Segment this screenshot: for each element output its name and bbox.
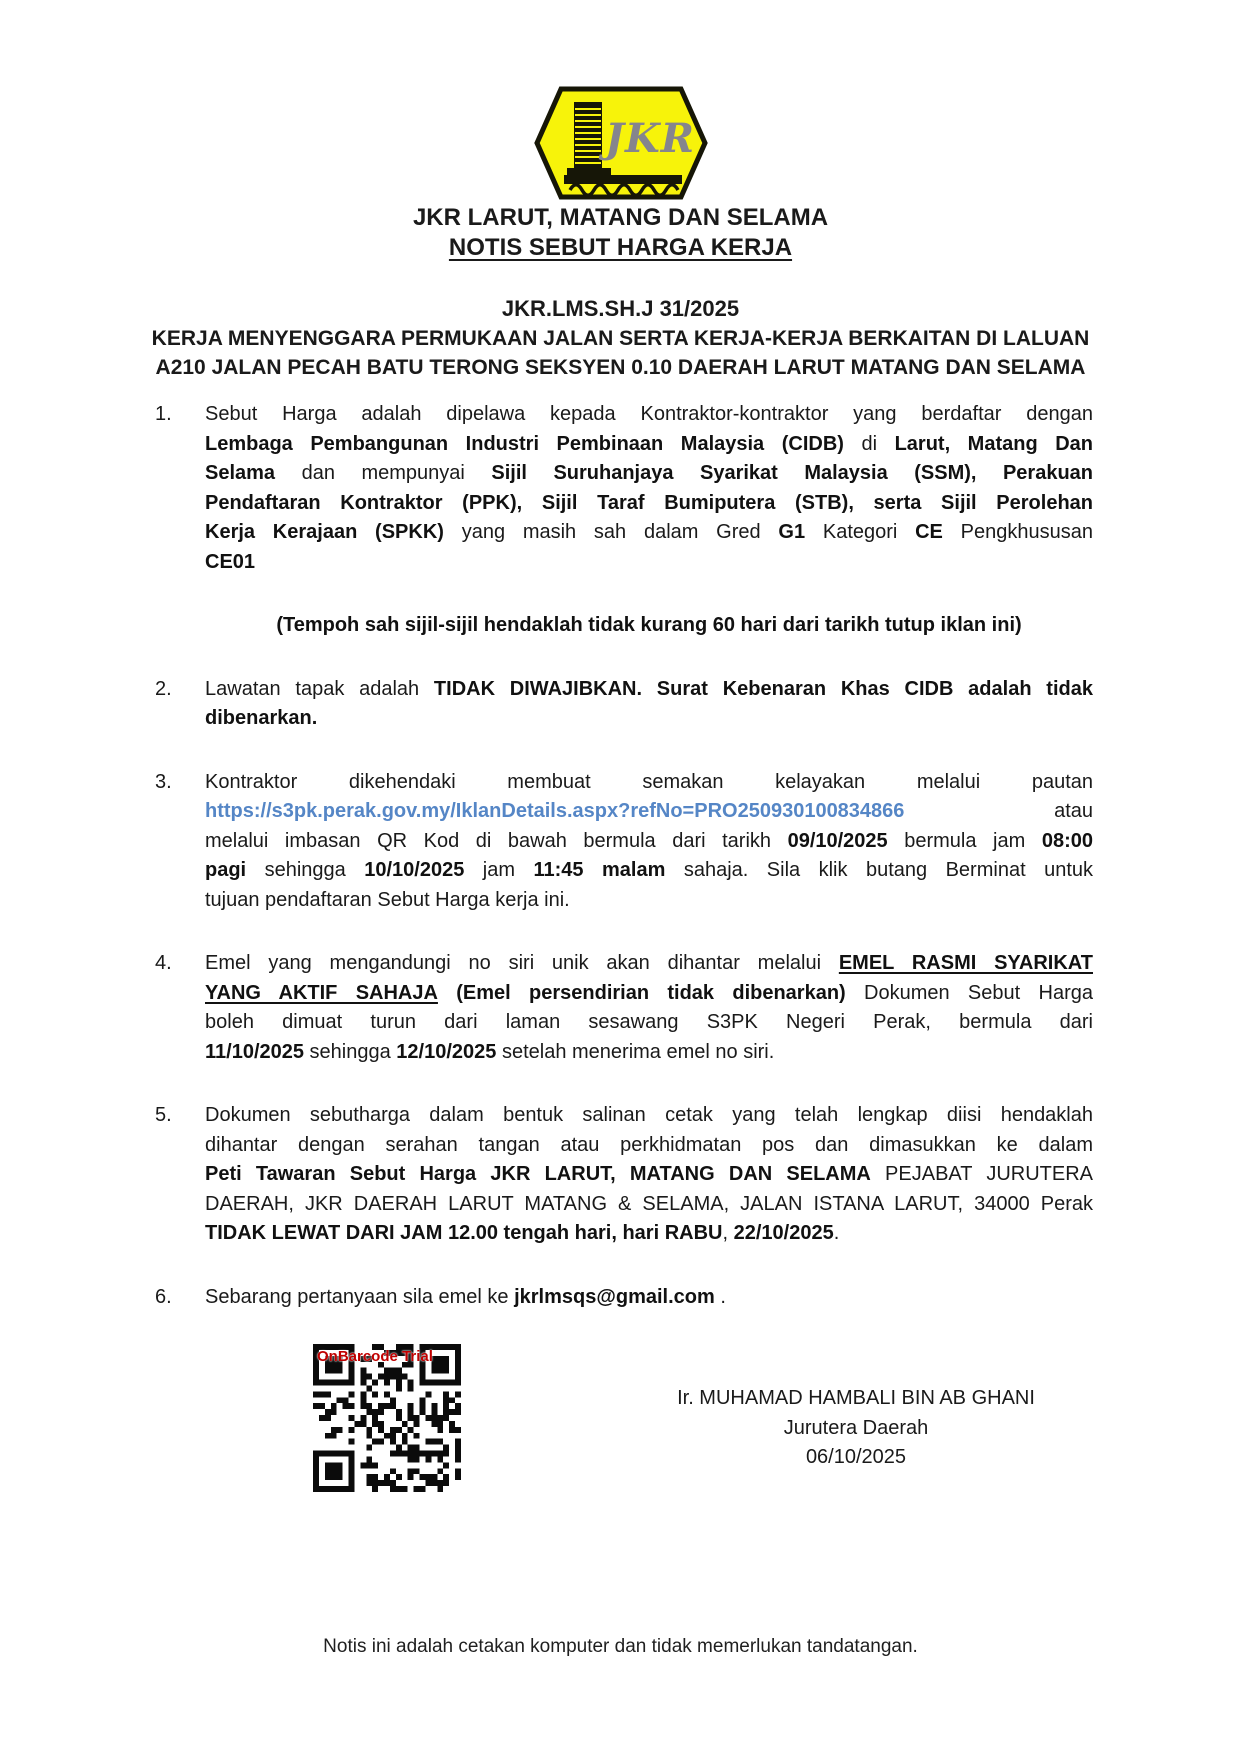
item-number: 4. [155,952,172,974]
item-text [205,768,1093,916]
text-segment: Sebarang pertanyaan sila emel ke [205,1285,515,1308]
item-text [205,1101,1093,1249]
item-line [205,979,1093,1009]
text-segment: Larut, Matang Dan [894,432,1093,455]
item-line [205,430,1093,460]
item-line [205,489,1093,519]
list-item [155,1101,1093,1249]
text-segment: Kategori [805,521,916,543]
text-segment: TIDAK LEWAT DARI JAM 12.00 tengah hari, hari RABU [205,1222,723,1244]
item-line [205,886,1093,916]
text-segment: 10/10/2025 [364,859,465,881]
list-item [155,949,1093,1067]
text-segment: Dokumen sebutharga dalam bentuk salinan cetak yang telah lengkap diisi hendaklah [205,1104,1093,1126]
text-segment: Lembaga Pembangunan Industri Pembinaan Malaysia (CIDB) [205,432,844,455]
text-segment: 22/10/2025 [733,1222,834,1244]
text-segment: G1 [778,521,806,543]
text-segment: jkrlmsqs@gmail.com [514,1285,715,1308]
text-segment: 12/10/2025 [396,1040,497,1063]
text-segment: sehingga [246,859,365,881]
item-line [205,400,1093,430]
item-line [205,1283,1093,1313]
org-title: JKR LARUT, MATANG DAN SELAMA [412,204,829,231]
text-segment: Dokumen Sebut Harga [845,981,1093,1004]
signature-block [556,1384,1156,1473]
text-segment: (Tempoh sah sijil-sijil hendaklah tidak kurang 60 hari dari tarikh tutup iklan ini) [276,614,1022,636]
text-segment: boleh dimuat turun dari laman sesawang S3PK Negeri Perak, bermula dari [205,1011,1093,1033]
text-segment: YANG AKTIF SAHAJA [205,981,438,1004]
text-segment: Sebut Harga adalah dipelawa kepada Kontraktor-kontraktor yang berdaftar dengan [205,403,1093,425]
item-line [205,518,1093,548]
item-line [205,1160,1093,1190]
text-segment: melalui imbasan QR Kod di bawah bermula dari tarikh [205,829,788,852]
subject-line-1: KERJA MENYENGGARA PERMUKAAN JALAN SERTA KERJA-KERJA BERKAITAN DI LALUAN [151,327,1090,350]
item-line [205,1131,1093,1161]
item-line [205,856,1093,886]
item-number: 3. [155,770,172,793]
validity-note [205,611,1093,641]
item-number: 1. [155,403,172,425]
list-item [155,675,1093,734]
item-line [205,459,1093,489]
text-segment: dibenarkan. [205,707,318,729]
list-item [155,1283,1093,1313]
notice-title: NOTIS SEBUT HARGA KERJA [448,234,793,261]
logo-jkr-text: JKR [604,115,695,162]
item-line [205,949,1093,979]
text-segment: Peti Tawaran Sebut Harga JKR LARUT, MATANG DAN SELAMA [205,1163,871,1185]
item-line [205,548,1093,578]
text-segment: dan mempunyai [275,462,492,484]
qr-trial-watermark: OnBarcode Trial [317,1348,433,1365]
text-segment: TIDAK DIWAJIBKAN. Surat Kebenaran Khas CIDB adalah tidak [433,677,1093,700]
text-segment: setelah menerima emel no siri. [496,1040,775,1063]
item-line [205,1038,1093,1068]
document-body [155,400,1093,1346]
list-item [155,400,1093,577]
text-segment: bermula jam [887,829,1042,852]
text-segment [438,982,456,1004]
item-line [205,1101,1093,1131]
item-line [205,1190,1093,1220]
text-segment: . [833,1222,840,1244]
signature-name: Ir. MUHAMAD HAMBALI BIN AB GHANI [677,1387,1035,1409]
text-segment: EMEL RASMI SYARIKAT [838,952,1093,974]
ref-number: JKR.LMS.SH.J 31/2025 [501,296,740,321]
item-text [205,949,1093,1067]
hyperlink[interactable]: https://s3pk.perak.gov.my/IklanDetails.aspx?refNo=PRO250930100834866 [205,800,905,822]
text-segment: Kontraktor dikehendaki membuat semakan kelayakan melalui pautan [205,770,1093,793]
text-segment: yang masih sah dalam Gred [443,521,779,543]
text-segment: sehingga [304,1040,397,1063]
text-segment: Kerja Kerajaan (SPKK) [205,521,444,543]
signature-title: Jurutera Daerah [783,1416,929,1439]
item-number: 2. [155,677,172,700]
item-line [205,797,1093,827]
text-segment: DAERAH, JKR DAERAH LARUT MATANG & SELAMA, JALAN ISTANA LARUT, 34000 Perak [205,1192,1093,1215]
text-segment: Pengkhususan [942,521,1093,543]
item-text [205,400,1093,577]
text-segment: (Emel persendirian tidak dibenarkan) [456,981,846,1004]
text-segment: 09/10/2025 [787,829,888,852]
item-line [205,675,1093,705]
item-line [205,827,1093,857]
text-segment: Selama [205,462,276,484]
text-segment: jam [464,859,534,881]
item-number: 6. [155,1285,172,1308]
item-text [205,1283,1093,1313]
item-line [205,768,1093,798]
item-text [205,675,1093,734]
item-line [205,1008,1093,1038]
list-item [155,768,1093,916]
text-segment: tujuan pendaftaran Sebut Harga kerja ini. [205,888,570,911]
text-segment: , [722,1222,734,1244]
jkr-logo-icon [534,86,708,200]
text-segment: dihantar dengan serahan tangan atau perkhidmatan pos dan dimasukkan ke dalam [205,1133,1093,1156]
text-segment: pagi [205,859,247,881]
text-segment: di [843,432,895,455]
text-segment: 11/10/2025 [205,1040,304,1063]
text-segment: . [714,1285,726,1308]
text-segment: CE01 [205,550,256,573]
text-segment: 08:00 [1041,829,1093,852]
text-segment: PEJABAT JURUTERA [870,1163,1093,1185]
text-segment: 11:45 malam [533,859,666,881]
jkr-logo [534,86,708,205]
text-segment: CE [915,521,943,543]
text-segment: Emel yang mengandungi no siri unik akan dihantar melalui [205,952,839,974]
text-segment: Sijil Suruhanjaya Syarikat Malaysia (SSM), Perakuan [491,462,1094,484]
footer-note: Notis ini adalah cetakan komputer dan tidak memerlukan tandatangan. [323,1636,918,1657]
text-segment: sahaja. Sila klik butang Berminat untuk [665,859,1094,881]
text-segment: Lawatan tapak adalah [205,677,434,700]
qr-code [313,1344,461,1492]
item-number: 5. [155,1104,172,1126]
item-line [205,704,1093,734]
text-segment: atau [904,800,1093,822]
signature-date: 06/10/2025 [805,1446,907,1468]
subject-line-2: A210 JALAN PECAH BATU TERONG SEKSYEN 0.10 DAERAH LARUT MATANG DAN SELAMA [155,356,1086,379]
text-segment: Pendaftaran Kontraktor (PPK), Sijil Taraf Bumiputera (STB), serta Sijil Perolehan [205,491,1093,514]
qr-code-image [313,1344,461,1492]
item-line [205,1219,1093,1249]
